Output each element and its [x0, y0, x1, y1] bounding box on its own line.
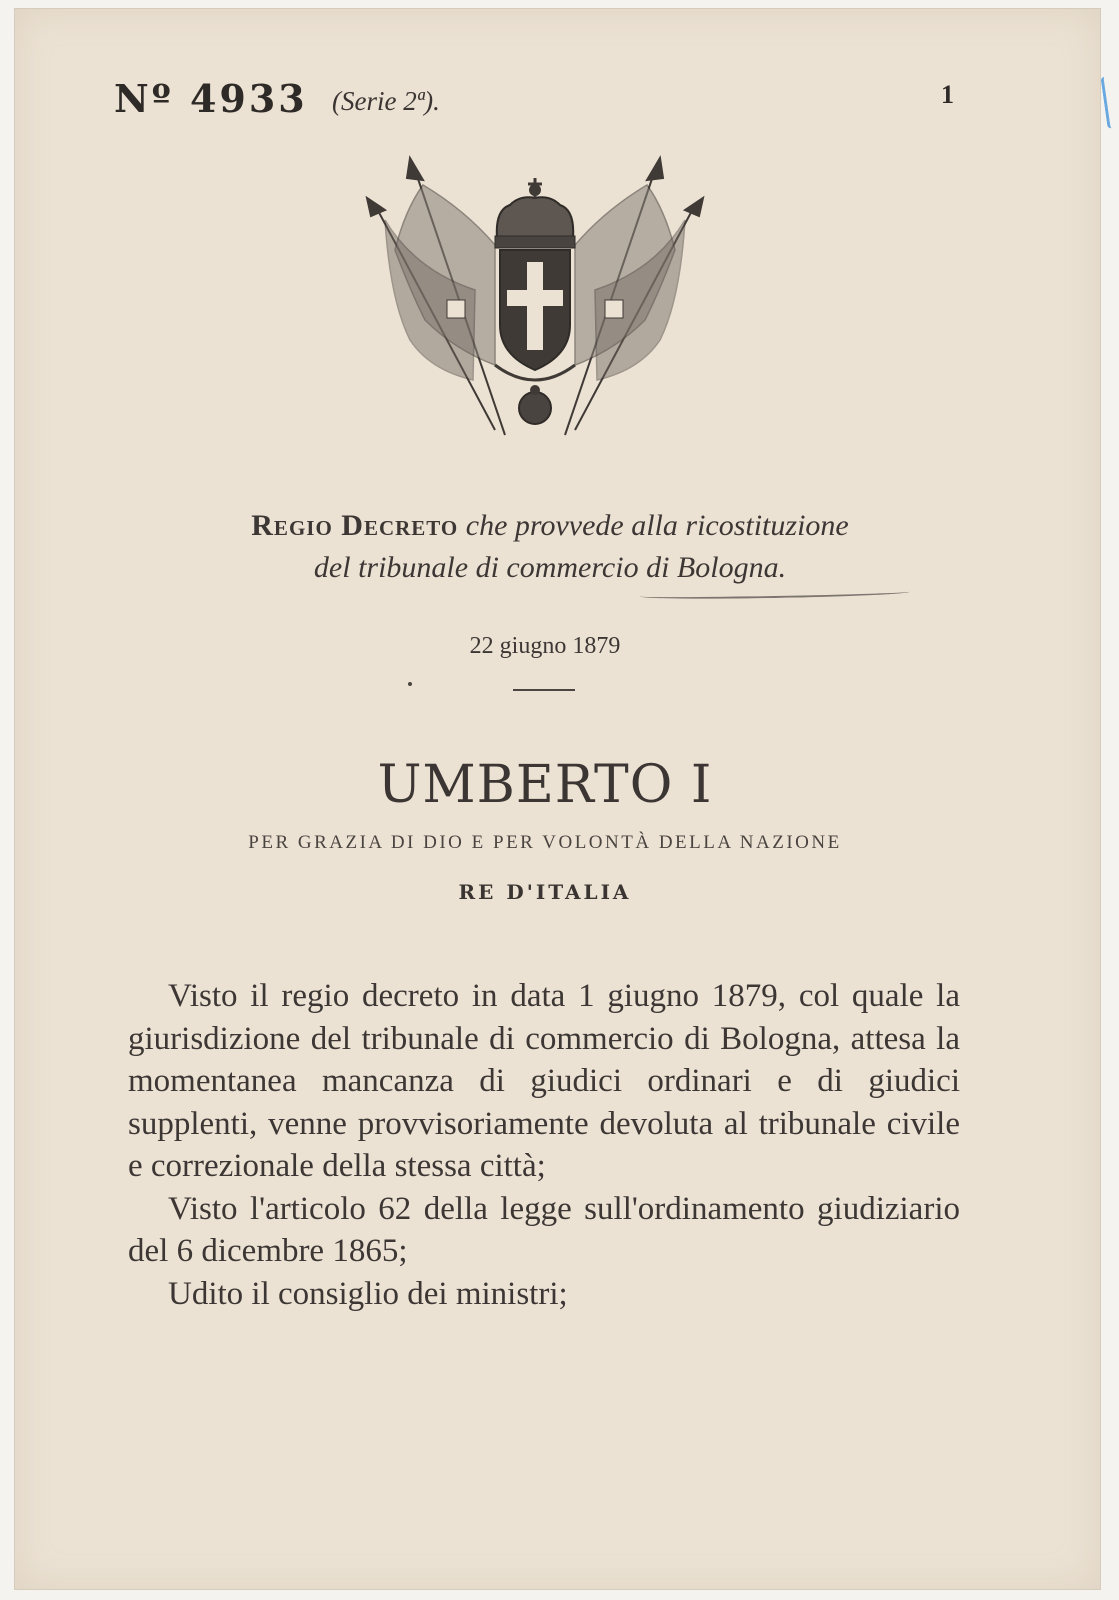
- decree-title-lead: Regio Decreto: [251, 509, 459, 542]
- body-paragraph: Visto il regio decreto in data 1 giugno 1879, col quale la giurisdizione del tribunale di commercio di Bologna, attesa la momentanea mancanza di giudici ordinari e di giudici supplenti, venne provvisoriamente devoluta al tribunale civile e correzionale della stessa città;: [128, 978, 960, 1184]
- decree-title: [150, 505, 950, 589]
- document-header: [114, 76, 954, 126]
- savoy-coat-of-arms-icon: [355, 150, 715, 450]
- decree-body: [128, 975, 960, 1315]
- decree-title-line1: che provvede alla ricostituzione: [465, 509, 849, 542]
- body-paragraph: Visto l'articolo 62 della legge sull'ordinamento giudiziario del 6 dicembre 1865;: [128, 1190, 960, 1269]
- divider-rule: [513, 689, 575, 691]
- decree-date: 22 giugno 1879: [469, 633, 621, 659]
- decree-title-line2: del tribunale di commercio di Bologna.: [313, 551, 787, 584]
- king-title: RE D'ITALIA: [458, 880, 632, 904]
- series-label: (Serie 2ª).: [332, 86, 440, 116]
- page-number: 1: [941, 80, 954, 109]
- king-name: UMBERTO I: [377, 755, 713, 815]
- ink-dot: [408, 682, 412, 686]
- blue-pen-mark: [1100, 75, 1119, 129]
- body-paragraph: Udito il consiglio dei ministri;: [168, 1275, 568, 1312]
- royal-formula: PER GRAZIA DI DIO E PER VOLONTÀ DELLA NAZIONE: [248, 832, 842, 853]
- decree-number: Nº 4933: [114, 76, 308, 121]
